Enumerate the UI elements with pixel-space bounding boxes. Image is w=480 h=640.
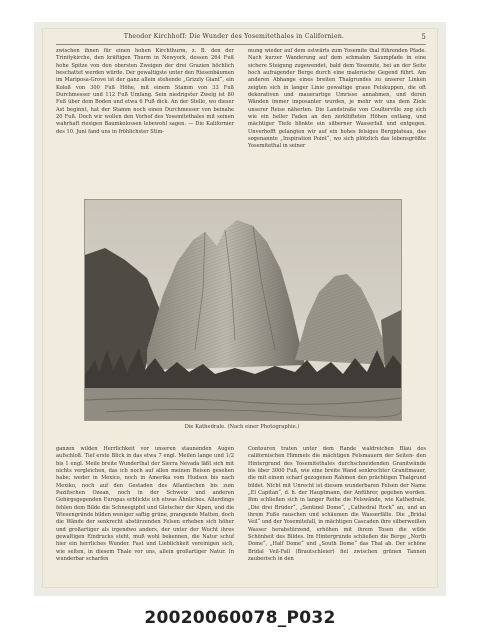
top-right-column <box>248 48 426 198</box>
cathedral-rock-engraving <box>85 200 401 420</box>
bottom-text-block <box>56 446 426 582</box>
top-right-paragraph: mung wieder auf dem ostwärts zum Yosemite thal führenden Pfade. Nach kurzer Wanderung auf dem schmalen Saumpfade in eine sichere Steigung zugewendet, bald dem Yosemite, bei an der Seite hoch aufragender Berge durch eine malerische Gegend führt. Am anderen Abhange eines breiten Thalgrundes zu unserer Linken zeigten sich in langer Linie gewaltige graue Felskuppen, die oft dekorativen und mauerartige Umrisse annahmen, und deren Wänden immer imposanter wurden, je mehr wir uns dem Ziele unserer Reise näherten. Die Landstraße von Coulterville zog sich wie ein heller Faden an den zerklüfteten Höhen entlang, und mächtiger Tiefe blinkte ein silberner Wasserfall und entgegen. Unverhofft gelangten wir auf ein hohes felsiges Bergplateau, das sogenannte „Inspiration Point“, wo sich plötzlich das lebensgrößte Yosemitethal in seiner <box>248 48 426 150</box>
bottom-left-column <box>56 446 234 582</box>
bottom-right-paragraph: Contouren traten unter dem Rande waldreichen Blau des californischen Himmels die mächtigen Felsmauern der Seiten- den Hintergrund des Yosemitethales durchschneidenden Granitwände bis über 3000 Fuß, wie eine breite Wand senkrechter Granitmauer, die mit einem scharf gezogenen Rahmen den prächtigen Thalgrund bildet. Nicht mit Unrecht ist diesem wunderbaren Felsen der Name „El Capitan“, d. h. der Hauptmann, der Anführer, gegeben worden. Ihm schließen sich in langer Reihe die Felswände, wie Kathedrale, „Die drei Brüder“, „Sentinel Dome“, „Cathedral Rock“ an, und an ihrem Fuße rauschen und schäumen die Wasserfälle. Die „Bridal Veil“ und der Yosemitefall, in mächtigen Cascaden ihre silberweißen Wasser herabstürzend, erhöhen mit ihrem Tosen die wilde Schönheit des Bildes. Im Hintergrunde schließen die Berge „North Dome“, „Half Dome“ und „South Dome“ das Thal ab. Der schöne Bridal Veil-Fall (Brautschleier) fiel zwischen grünen Tannen zauberisch in den <box>248 446 426 563</box>
engraving-figure <box>84 199 402 421</box>
archive-id-label: 20020060078_P032 <box>144 608 336 628</box>
header-rule <box>56 44 426 45</box>
page-number: 5 <box>421 33 426 41</box>
top-left-paragraph: zwischen ihnen für einen hohen Kirchthurm, z. B. den der Trinitykirche, den kräftigen Thurm in Newyork, dessen 264 Fuß hohe Spitze von den obersten Zweigen der drei Grazien höchlich beschattet werden würde. Der gewaltigste unter den Riesenbäumen im Mariposa-Grove ist der ganz allein stehende „Grizzly Giant“, ein Koloß von 300 Fuß Höhe, mit einem Stamm von 33 Fuß Durchmesser und 112 Fuß Umfang. Sein niedrigster Zweig ist 80 Fuß über dem Boden und etwa 6 Fuß dick. An der Stelle, wo dieser Ast beginnt, hat der Stamm noch einen Durchmesser von beinahe 20 Fuß. Doch wir wollen den Vorhof des Yosemitethales mit seinen wahrhaft riesigen Baumkolossen lebewohl sagen. — Die Kalifornier des 10. Juni fand uns in fröhlichster Stim- <box>56 48 234 135</box>
figure-caption: Die Kathedrale. (Nach einer Photographie.) <box>184 424 300 430</box>
header-title: Theodor Kirchhoff: Die Wunder des Yosemitethales in Californien. <box>123 33 345 40</box>
bottom-right-column <box>248 446 426 582</box>
book-page <box>42 28 438 588</box>
bottom-left-paragraph: ganzen wilden Herrlichkeit vor unseren staunenden Augen aufschloß. Tief erste Blick in das etwa 7 engl. Meilen lange und 1/2 bis 1 engl. Meile breite Wunderthal der Sierra Nevada läßt sich mit nichts vergleichen, das ich noch auf allen meinen Reisen gesehen habe; weder in Mexico, noch in Amerika vom Hudson bis nach Mexiko, noch auf den Gestaden des Atlantischen bis zum Pazifischen Ozean, noch in der Schweiz und anderen Gebirgsgegenden Europas erblickte ich etwas Ähnliches. Allerdings fehlen dem Bilde die Schneegipfel und Gletscher der Alpen, und die Wiesengründe bilden weniger saftig grüne, prangende Matten, doch die Wände der senkrecht abstürzenden Felsen erheben sich höher und großartiger als irgendwo anders, der unter der Wucht ihres gewaltigen Eindrucks steht, muß wohl bekennen, die Natur schuf hier ein herrliches Wunder. Fast und Lieblichkeit vereinigen sich, wie selten, in diesem Thale vor uns, allein großartiger Natur. In wunderbar scharfen <box>56 446 234 563</box>
top-left-column <box>56 48 234 198</box>
top-text-block <box>56 48 426 198</box>
